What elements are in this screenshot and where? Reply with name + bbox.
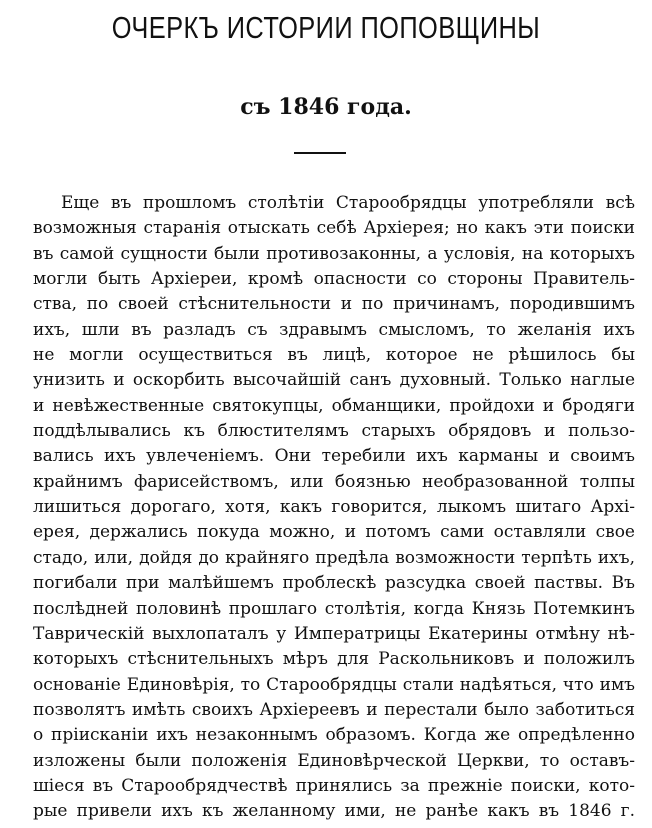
text-line: изложены были положенія Единовѣрческой Церкви, то оставъ- (33, 750, 635, 771)
text-line: которыхъ стѣснительныхъ мѣръ для Раскольниковъ и положилъ (33, 649, 635, 670)
text-line: не могли осуществиться въ лицѣ, которое не рѣшилось бы (33, 345, 635, 366)
text-line: о пріисканіи ихъ незаконнымъ образомъ. Когда же опредѣленно (33, 725, 635, 746)
text-line: ства, по своей стѣснительности и по причинамъ, породившимъ (33, 294, 635, 315)
text-line: стадо, или, дойдя до крайняго предѣла возможности терпѣть ихъ, (33, 547, 635, 568)
document-title: ОЧЕРКЪ ИСТОРИИ ПОПОВЩИНЫ (111, 10, 541, 45)
body-paragraph (33, 191, 635, 825)
text-line: послѣдней половинѣ прошлаго столѣтія, когда Князь Потемкинъ (33, 598, 635, 619)
text-line: Таврическій выхлопаталъ у Императрицы Екатерины отмѣну нѣ- (33, 623, 635, 644)
text-line: ерея, держались покуда можно, и потомъ сами оставляли свое (33, 522, 635, 543)
text-line: рые привели ихъ къ желанному ими, не ранѣе какъ въ 1846 г. (33, 801, 635, 822)
text-line: поддѣлывались къ блюстителямъ старыхъ обрядовъ и пользо- (33, 421, 635, 442)
text-line: могли быть Архіереи, кромѣ опасности со стороны Правитель- (33, 269, 635, 290)
text-line: въ самой сущности были противозаконны, а условія, на которыхъ (33, 243, 635, 264)
text-line: и невѣжественные святокупцы, обманщики, пройдохи и бродяги (33, 395, 635, 416)
text-line: вались ихъ увлеченіемъ. Они теребили ихъ карманы и своимъ (33, 446, 635, 467)
text-line: позволятъ имѣть своихъ Архіереевъ и перестали было заботиться (33, 699, 635, 720)
text-line: лишиться дорогаго, хотя, какъ говорится, лыкомъ шитаго Архі- (33, 497, 635, 518)
text-line: унизить и оскорбить высочайшій санъ духовный. Только наглые (33, 370, 635, 391)
document-subtitle: съ 1846 года. (240, 94, 412, 120)
title-divider (294, 152, 346, 154)
text-line: шіеся въ Старообрядчествѣ принялись за прежніе поиски, кото- (33, 775, 635, 796)
text-line: погибали при малѣйшемъ проблескѣ разсудка своей паствы. Въ (33, 573, 635, 594)
text-line: крайнимъ фарисействомъ, или боязнью необразованной толпы (33, 471, 635, 492)
text-line: основаніе Единовѣрія, то Старообрядцы стали надѣяться, что имъ (33, 674, 635, 695)
text-line: возможныя старанія отыскать себѣ Архіерея; но какъ эти поиски (33, 218, 635, 239)
text-line: Еще въ прошломъ столѣтіи Старообрядцы употребляли всѣ (61, 193, 635, 213)
text-line: ихъ, шли въ разладъ съ здравымъ смысломъ, то желанія ихъ (33, 319, 635, 340)
